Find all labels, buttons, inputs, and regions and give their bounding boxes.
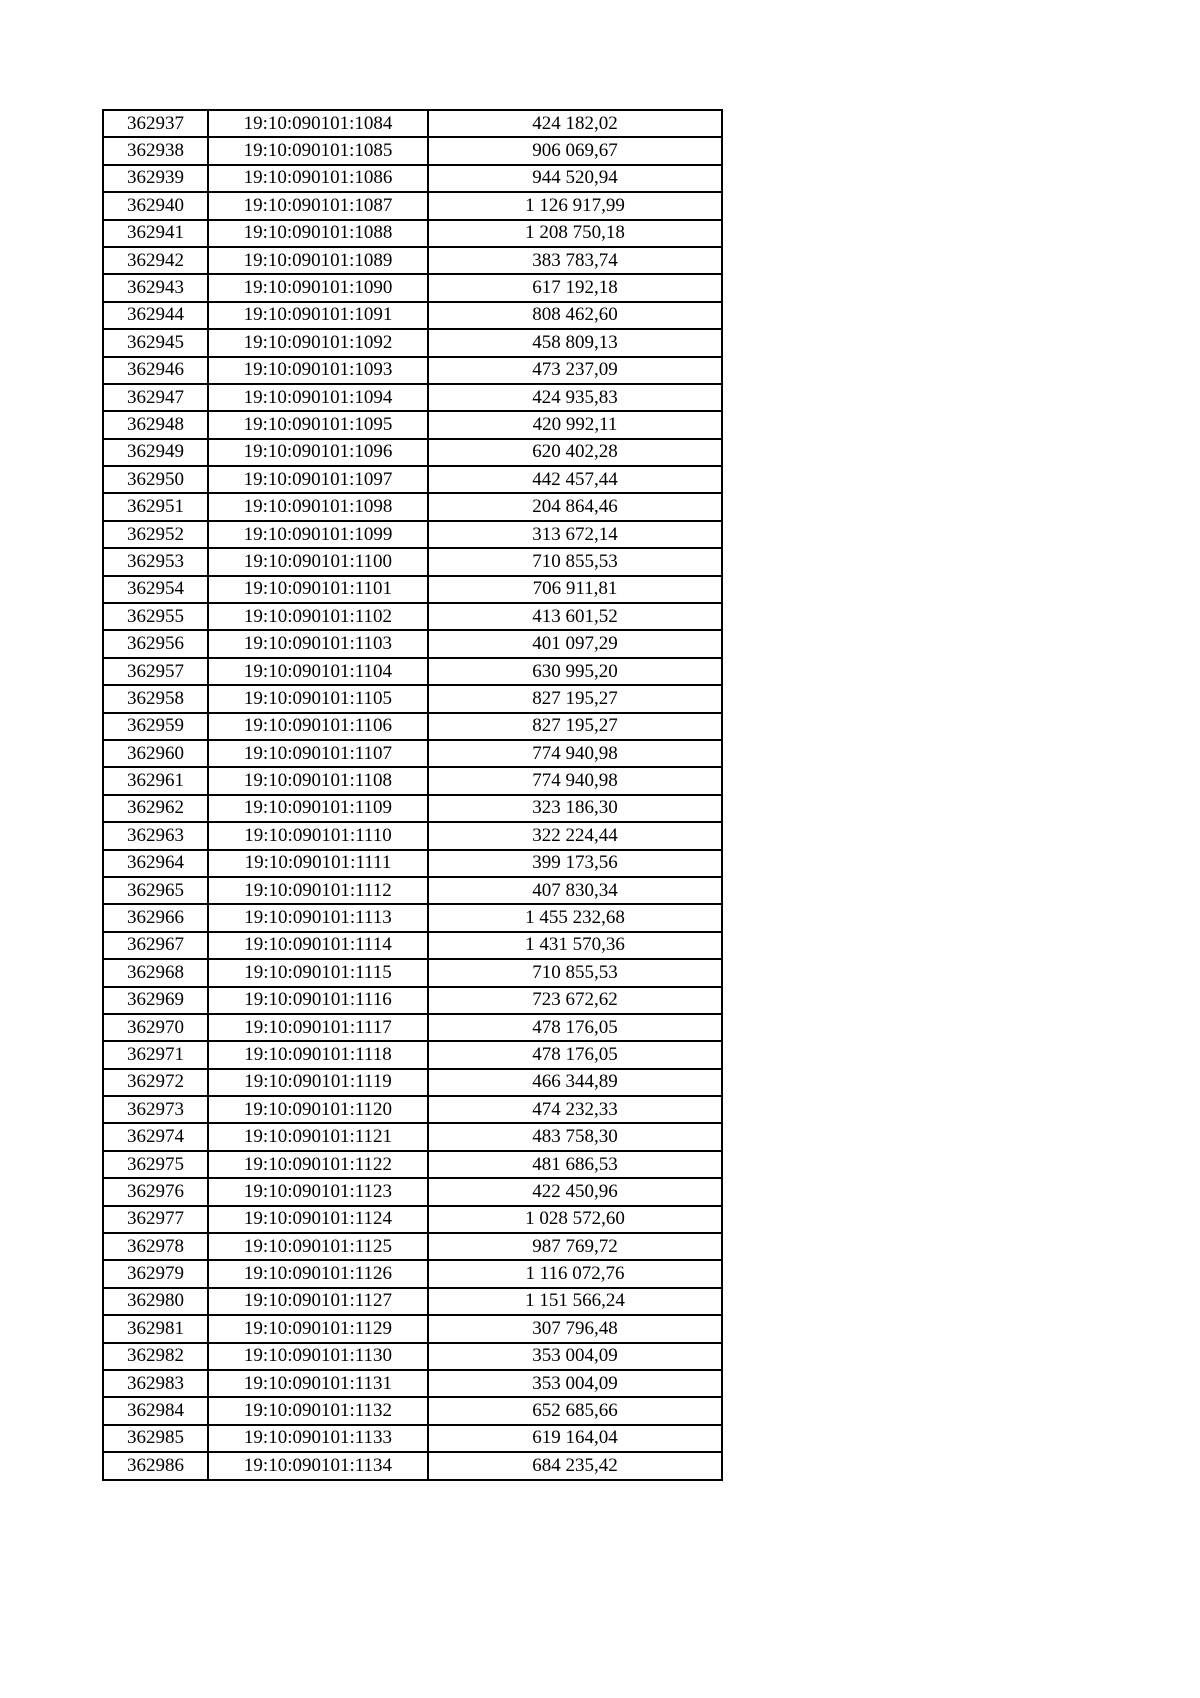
cadastral-number-cell: 19:10:090101:1102	[208, 603, 428, 630]
row-number-cell: 362976	[103, 1178, 208, 1205]
row-number-cell: 362944	[103, 302, 208, 329]
row-number-cell: 362942	[103, 247, 208, 274]
row-number-cell: 362967	[103, 932, 208, 959]
value-cell: 353 004,09	[428, 1343, 722, 1370]
row-number-cell: 362948	[103, 411, 208, 438]
table-row	[103, 548, 722, 575]
table-row	[103, 740, 722, 767]
row-number-cell: 362981	[103, 1315, 208, 1342]
table-row	[103, 165, 722, 192]
table-row	[103, 850, 722, 877]
row-number-cell: 362945	[103, 329, 208, 356]
value-cell: 424 182,02	[428, 110, 722, 137]
cadastral-number-cell: 19:10:090101:1088	[208, 220, 428, 247]
value-cell: 1 126 917,99	[428, 192, 722, 219]
table-row	[103, 302, 722, 329]
cadastral-number-cell: 19:10:090101:1095	[208, 411, 428, 438]
cadastral-number-cell: 19:10:090101:1105	[208, 685, 428, 712]
table-row	[103, 1178, 722, 1205]
row-number-cell: 362959	[103, 713, 208, 740]
table-row	[103, 685, 722, 712]
table-row	[103, 1343, 722, 1370]
cadastral-number-cell: 19:10:090101:1091	[208, 302, 428, 329]
cadastral-number-cell: 19:10:090101:1127	[208, 1288, 428, 1315]
value-cell: 483 758,30	[428, 1123, 722, 1150]
cadastral-number-cell: 19:10:090101:1099	[208, 521, 428, 548]
value-cell: 407 830,34	[428, 877, 722, 904]
row-number-cell: 362939	[103, 165, 208, 192]
cadastral-number-cell: 19:10:090101:1110	[208, 822, 428, 849]
row-number-cell: 362951	[103, 493, 208, 520]
row-number-cell: 362985	[103, 1425, 208, 1452]
data-table	[102, 109, 723, 1481]
cadastral-number-cell: 19:10:090101:1107	[208, 740, 428, 767]
value-cell: 710 855,53	[428, 548, 722, 575]
cadastral-number-cell: 19:10:090101:1134	[208, 1452, 428, 1479]
cadastral-number-cell: 19:10:090101:1129	[208, 1315, 428, 1342]
table-row	[103, 192, 722, 219]
row-number-cell: 362947	[103, 384, 208, 411]
row-number-cell: 362980	[103, 1288, 208, 1315]
cadastral-number-cell: 19:10:090101:1085	[208, 137, 428, 164]
cadastral-number-cell: 19:10:090101:1118	[208, 1041, 428, 1068]
row-number-cell: 362937	[103, 110, 208, 137]
value-cell: 630 995,20	[428, 658, 722, 685]
row-number-cell: 362973	[103, 1096, 208, 1123]
table-row	[103, 220, 722, 247]
row-number-cell: 362961	[103, 767, 208, 794]
value-cell: 1 151 566,24	[428, 1288, 722, 1315]
table-row	[103, 274, 722, 301]
table-row	[103, 603, 722, 630]
row-number-cell: 362955	[103, 603, 208, 630]
value-cell: 474 232,33	[428, 1096, 722, 1123]
value-cell: 1 431 570,36	[428, 932, 722, 959]
row-number-cell: 362964	[103, 850, 208, 877]
table-row	[103, 713, 722, 740]
cadastral-number-cell: 19:10:090101:1087	[208, 192, 428, 219]
row-number-cell: 362960	[103, 740, 208, 767]
value-cell: 1 028 572,60	[428, 1206, 722, 1233]
row-number-cell: 362956	[103, 630, 208, 657]
row-number-cell: 362972	[103, 1069, 208, 1096]
table-row	[103, 357, 722, 384]
value-cell: 827 195,27	[428, 713, 722, 740]
table-row	[103, 1123, 722, 1150]
row-number-cell: 362983	[103, 1370, 208, 1397]
row-number-cell: 362958	[103, 685, 208, 712]
cadastral-number-cell: 19:10:090101:1086	[208, 165, 428, 192]
cadastral-number-cell: 19:10:090101:1130	[208, 1343, 428, 1370]
cadastral-number-cell: 19:10:090101:1131	[208, 1370, 428, 1397]
row-number-cell: 362938	[103, 137, 208, 164]
cadastral-number-cell: 19:10:090101:1108	[208, 767, 428, 794]
cadastral-number-cell: 19:10:090101:1090	[208, 274, 428, 301]
table-row	[103, 493, 722, 520]
cadastral-number-cell: 19:10:090101:1113	[208, 904, 428, 931]
cadastral-number-cell: 19:10:090101:1101	[208, 576, 428, 603]
table-row	[103, 1206, 722, 1233]
cadastral-number-cell: 19:10:090101:1119	[208, 1069, 428, 1096]
cadastral-number-cell: 19:10:090101:1084	[208, 110, 428, 137]
value-cell: 620 402,28	[428, 439, 722, 466]
cadastral-number-cell: 19:10:090101:1124	[208, 1206, 428, 1233]
value-cell: 944 520,94	[428, 165, 722, 192]
value-cell: 774 940,98	[428, 740, 722, 767]
table-row	[103, 932, 722, 959]
row-number-cell: 362978	[103, 1233, 208, 1260]
cadastral-number-cell: 19:10:090101:1112	[208, 877, 428, 904]
value-cell: 706 911,81	[428, 576, 722, 603]
row-number-cell: 362954	[103, 576, 208, 603]
table-row	[103, 1260, 722, 1287]
table-row	[103, 1370, 722, 1397]
cadastral-number-cell: 19:10:090101:1111	[208, 850, 428, 877]
table-body	[103, 110, 722, 1480]
value-cell: 617 192,18	[428, 274, 722, 301]
row-number-cell: 362965	[103, 877, 208, 904]
value-cell: 478 176,05	[428, 1014, 722, 1041]
table-row	[103, 959, 722, 986]
row-number-cell: 362986	[103, 1452, 208, 1479]
cadastral-number-cell: 19:10:090101:1104	[208, 658, 428, 685]
table-row	[103, 137, 722, 164]
value-cell: 383 783,74	[428, 247, 722, 274]
value-cell: 307 796,48	[428, 1315, 722, 1342]
row-number-cell: 362963	[103, 822, 208, 849]
value-cell: 424 935,83	[428, 384, 722, 411]
value-cell: 684 235,42	[428, 1452, 722, 1479]
cadastral-number-cell: 19:10:090101:1096	[208, 439, 428, 466]
cadastral-number-cell: 19:10:090101:1092	[208, 329, 428, 356]
cadastral-number-cell: 19:10:090101:1115	[208, 959, 428, 986]
value-cell: 808 462,60	[428, 302, 722, 329]
cadastral-number-cell: 19:10:090101:1089	[208, 247, 428, 274]
cadastral-number-cell: 19:10:090101:1121	[208, 1123, 428, 1150]
value-cell: 313 672,14	[428, 521, 722, 548]
cadastral-number-cell: 19:10:090101:1093	[208, 357, 428, 384]
row-number-cell: 362953	[103, 548, 208, 575]
table-row	[103, 110, 722, 137]
cadastral-number-cell: 19:10:090101:1133	[208, 1425, 428, 1452]
value-cell: 401 097,29	[428, 630, 722, 657]
table-row	[103, 1288, 722, 1315]
cadastral-number-cell: 19:10:090101:1094	[208, 384, 428, 411]
value-cell: 420 992,11	[428, 411, 722, 438]
value-cell: 442 457,44	[428, 466, 722, 493]
value-cell: 906 069,67	[428, 137, 722, 164]
row-number-cell: 362979	[103, 1260, 208, 1287]
value-cell: 774 940,98	[428, 767, 722, 794]
table-row	[103, 1397, 722, 1424]
table-row	[103, 904, 722, 931]
table-row	[103, 384, 722, 411]
value-cell: 458 809,13	[428, 329, 722, 356]
table-row	[103, 439, 722, 466]
row-number-cell: 362971	[103, 1041, 208, 1068]
cadastral-number-cell: 19:10:090101:1120	[208, 1096, 428, 1123]
value-cell: 399 173,56	[428, 850, 722, 877]
table-row	[103, 658, 722, 685]
row-number-cell: 362974	[103, 1123, 208, 1150]
row-number-cell: 362957	[103, 658, 208, 685]
row-number-cell: 362952	[103, 521, 208, 548]
row-number-cell: 362982	[103, 1343, 208, 1370]
table-row	[103, 247, 722, 274]
table-row	[103, 466, 722, 493]
cadastral-number-cell: 19:10:090101:1103	[208, 630, 428, 657]
table-row	[103, 822, 722, 849]
row-number-cell: 362968	[103, 959, 208, 986]
cadastral-number-cell: 19:10:090101:1117	[208, 1014, 428, 1041]
table-row	[103, 987, 722, 1014]
value-cell: 710 855,53	[428, 959, 722, 986]
table-row	[103, 795, 722, 822]
row-number-cell: 362975	[103, 1151, 208, 1178]
table-row	[103, 576, 722, 603]
value-cell: 478 176,05	[428, 1041, 722, 1068]
row-number-cell: 362970	[103, 1014, 208, 1041]
table-row	[103, 1041, 722, 1068]
cadastral-number-cell: 19:10:090101:1132	[208, 1397, 428, 1424]
value-cell: 481 686,53	[428, 1151, 722, 1178]
value-cell: 987 769,72	[428, 1233, 722, 1260]
table-row	[103, 1069, 722, 1096]
table-row	[103, 1233, 722, 1260]
table-row	[103, 1315, 722, 1342]
value-cell: 1 208 750,18	[428, 220, 722, 247]
cadastral-number-cell: 19:10:090101:1122	[208, 1151, 428, 1178]
table-row	[103, 1151, 722, 1178]
value-cell: 322 224,44	[428, 822, 722, 849]
row-number-cell: 362984	[103, 1397, 208, 1424]
value-cell: 1 455 232,68	[428, 904, 722, 931]
row-number-cell: 362946	[103, 357, 208, 384]
table-row	[103, 1425, 722, 1452]
cadastral-number-cell: 19:10:090101:1125	[208, 1233, 428, 1260]
cadastral-number-cell: 19:10:090101:1109	[208, 795, 428, 822]
table-row	[103, 630, 722, 657]
cadastral-number-cell: 19:10:090101:1098	[208, 493, 428, 520]
value-cell: 353 004,09	[428, 1370, 722, 1397]
value-cell: 204 864,46	[428, 493, 722, 520]
value-cell: 723 672,62	[428, 987, 722, 1014]
table-row	[103, 329, 722, 356]
value-cell: 473 237,09	[428, 357, 722, 384]
row-number-cell: 362949	[103, 439, 208, 466]
value-cell: 1 116 072,76	[428, 1260, 722, 1287]
row-number-cell: 362943	[103, 274, 208, 301]
row-number-cell: 362941	[103, 220, 208, 247]
value-cell: 619 164,04	[428, 1425, 722, 1452]
table-row	[103, 1452, 722, 1479]
cadastral-number-cell: 19:10:090101:1126	[208, 1260, 428, 1287]
row-number-cell: 362977	[103, 1206, 208, 1233]
table-row	[103, 521, 722, 548]
value-cell: 652 685,66	[428, 1397, 722, 1424]
table-row	[103, 1014, 722, 1041]
table-row	[103, 877, 722, 904]
value-cell: 413 601,52	[428, 603, 722, 630]
cadastral-number-cell: 19:10:090101:1106	[208, 713, 428, 740]
value-cell: 466 344,89	[428, 1069, 722, 1096]
table-row	[103, 411, 722, 438]
table-row	[103, 767, 722, 794]
cadastral-number-cell: 19:10:090101:1123	[208, 1178, 428, 1205]
cadastral-number-cell: 19:10:090101:1116	[208, 987, 428, 1014]
row-number-cell: 362969	[103, 987, 208, 1014]
cadastral-number-cell: 19:10:090101:1097	[208, 466, 428, 493]
cadastral-number-cell: 19:10:090101:1114	[208, 932, 428, 959]
row-number-cell: 362940	[103, 192, 208, 219]
value-cell: 827 195,27	[428, 685, 722, 712]
value-cell: 422 450,96	[428, 1178, 722, 1205]
row-number-cell: 362962	[103, 795, 208, 822]
row-number-cell: 362966	[103, 904, 208, 931]
row-number-cell: 362950	[103, 466, 208, 493]
table-row	[103, 1096, 722, 1123]
cadastral-number-cell: 19:10:090101:1100	[208, 548, 428, 575]
value-cell: 323 186,30	[428, 795, 722, 822]
